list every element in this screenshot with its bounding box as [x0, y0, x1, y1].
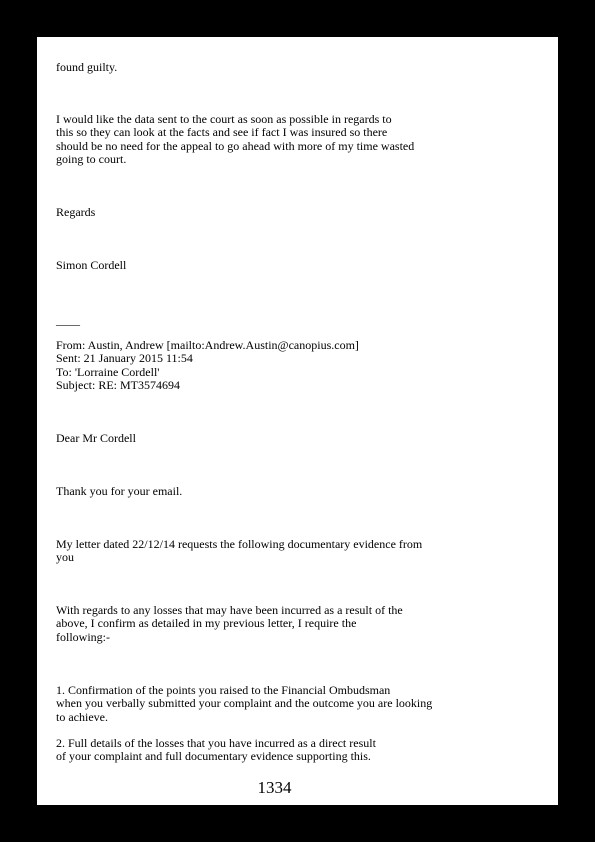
text-line: above, I confirm as detailed in my previous letter, I require the: [56, 616, 357, 631]
text-line: With regards to any losses that may have been incurred as a result of the: [56, 603, 403, 617]
text-line: 2. Full details of the losses that you have incurred as a direct result: [56, 736, 376, 750]
email-sent: Sent: 21 January 2015 11:54: [56, 351, 193, 366]
text-line: this so they can look at the facts and see if fact I was insured so there: [56, 125, 388, 140]
text-line: of your complaint and full documentary evidence supporting this.: [56, 749, 371, 764]
numbered-item-1: [56, 684, 432, 724]
email-to: To: 'Lorraine Cordell': [56, 364, 160, 379]
text-line: My letter dated 22/12/14 requests the following documentary evidence from: [56, 537, 423, 551]
text-line: going to court.: [56, 152, 127, 167]
separator: ——: [56, 317, 80, 331]
salutation: Dear Mr Cordell: [56, 431, 136, 445]
losses-paragraph: [56, 604, 403, 644]
text-fragment-top: found guilty.: [56, 60, 118, 74]
document-page: [37, 37, 558, 805]
signature: Simon Cordell: [56, 258, 127, 272]
closing: Regards: [56, 205, 96, 219]
email-from: From: Austin, Andrew [mailto:Andrew.Austin@canopius.com]: [56, 338, 359, 352]
numbered-item-2: [56, 737, 376, 764]
letter-paragraph: [56, 538, 422, 565]
text-line: to achieve.: [56, 709, 108, 724]
email-header: [56, 339, 359, 393]
request-paragraph: [56, 113, 414, 167]
thanks-line: Thank you for your email.: [56, 484, 183, 498]
text-line: 1. Confirmation of the points you raised to the Financial Ombudsman: [56, 683, 391, 697]
page-number: 1334: [257, 778, 292, 797]
text-line: you: [56, 550, 74, 565]
email-subject: Subject: RE: MT3574694: [56, 378, 180, 393]
text-line: I would like the data sent to the court as soon as possible in regards to: [56, 112, 392, 126]
text-line: should be no need for the appeal to go ahead with more of my time wasted: [56, 138, 415, 153]
text-line: when you verbally submitted your complaint and the outcome you are looking: [56, 696, 433, 711]
text-line: following:-: [56, 629, 110, 644]
